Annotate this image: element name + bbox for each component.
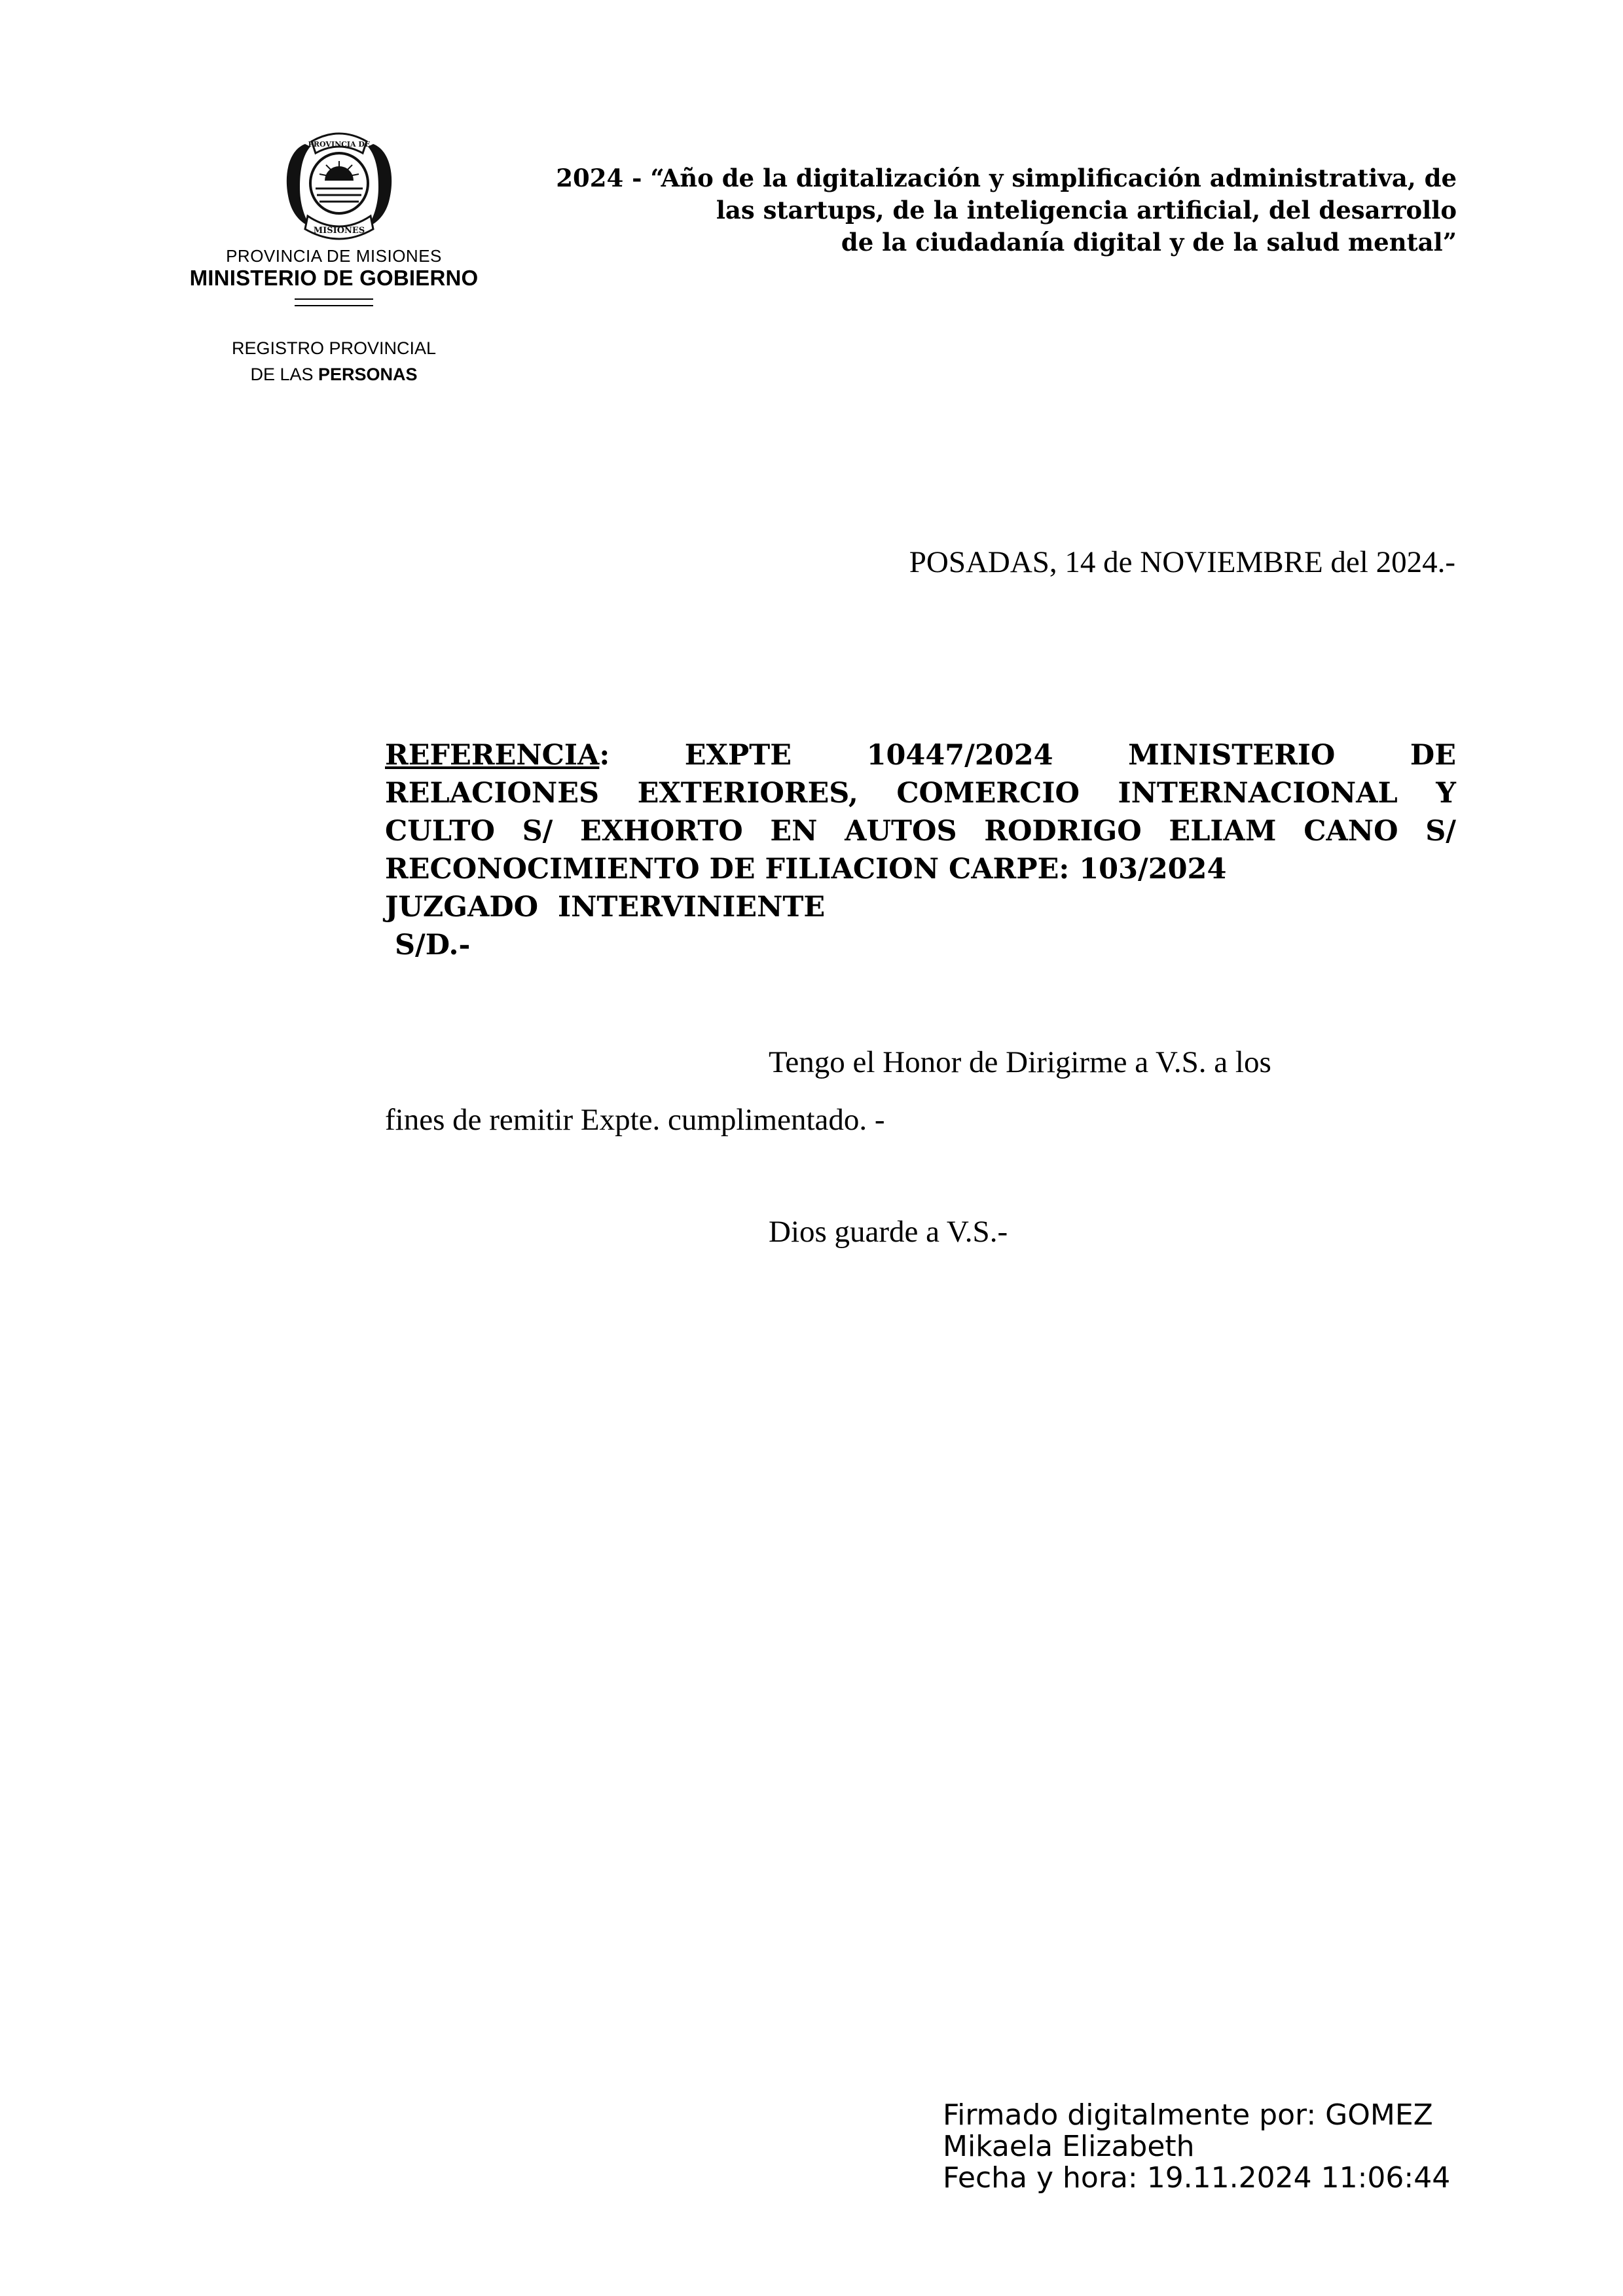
reference-line-1 xyxy=(385,736,1456,774)
registry-line-2-bold: PERSONAS xyxy=(318,365,418,384)
reference-line-5: JUZGADO INTERVINIENTE xyxy=(385,891,826,924)
body-line-1: Tengo el Honor de Dirigirme a V.S. a los xyxy=(769,1045,1271,1079)
signature-line-2: Mikaela Elizabeth xyxy=(943,2130,1195,2163)
svg-text:MISIONES: MISIONES xyxy=(313,226,365,236)
motto-line-1: 2024 - “Año de la digitalización y simplificación administrativa, de xyxy=(556,164,1457,192)
body-line-2: fines de remitir Expte. cumplimentado. - xyxy=(385,1103,885,1137)
reference-line-3: CULTO S/ EXHORTO EN AUTOS RODRIGO ELIAM CANO S/ xyxy=(385,815,1456,848)
reference-line-1-rest: : EXPTE 10447/2024 MINISTERIO DE xyxy=(599,739,1456,772)
motto-line-3: de la ciudadanía digital y de la salud mental” xyxy=(841,228,1457,257)
year-motto xyxy=(475,162,1457,259)
digital-signature xyxy=(943,2100,1450,2194)
svg-text:PROVINCIA DE: PROVINCIA DE xyxy=(308,140,371,149)
closing-line: Dios guarde a V.S.- xyxy=(769,1215,1008,1249)
motto-line-2: las startups, de la inteligencia artificial, del desarrollo xyxy=(716,196,1457,224)
signature-line-3: Fecha y hora: 19.11.2024 11:06:44 xyxy=(943,2161,1451,2195)
reference-line-6: S/D.- xyxy=(385,929,471,961)
reference-block xyxy=(385,736,1456,964)
ministry-name: MINISTERIO DE GOBIERNO xyxy=(189,266,479,290)
registry-name xyxy=(177,335,491,387)
registry-line-2-prefix: DE LAS xyxy=(250,365,318,384)
provincial-crest-icon xyxy=(274,124,405,242)
reference-line-4: RECONOCIMIENTO DE FILIACION CARPE: 103/2024 xyxy=(385,853,1227,886)
registry-line-1: REGISTRO PROVINCIAL xyxy=(231,338,437,358)
ministry-divider xyxy=(295,298,373,306)
province-name: PROVINCIA DE MISIONES xyxy=(226,246,442,266)
registry-line-2 xyxy=(177,361,491,387)
reference-line-2: RELACIONES EXTERIORES, COMERCIO INTERNACIONAL Y xyxy=(385,777,1456,810)
reference-label: REFERENCIA xyxy=(385,739,600,772)
date-line: POSADAS, 14 de NOVIEMBRE del 2024.- xyxy=(909,545,1455,579)
signature-line-1: Firmado digitalmente por: GOMEZ xyxy=(943,2098,1433,2132)
